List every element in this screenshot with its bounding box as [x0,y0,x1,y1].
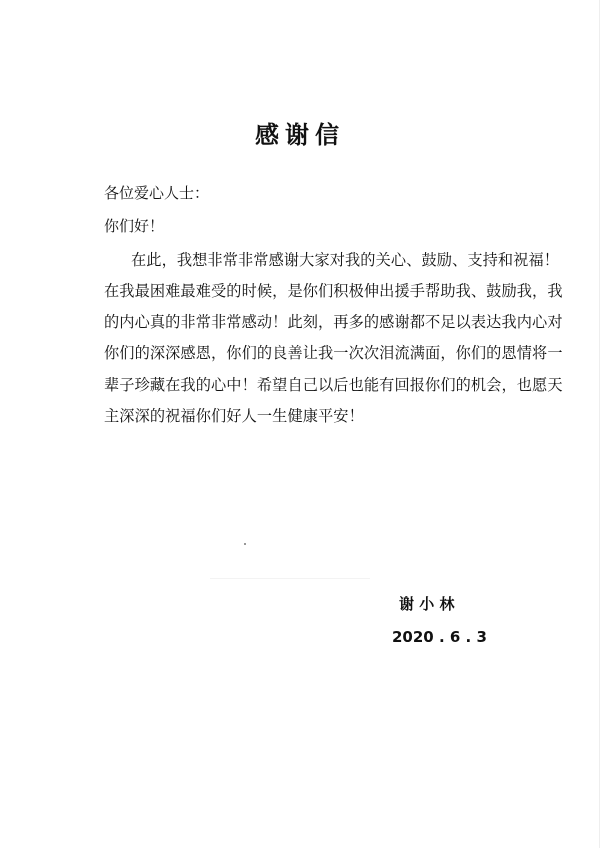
letter-title: 感谢信 [255,121,345,149]
letter-date: 2020 . 6 . 3 [392,628,487,646]
greeting: 你们好！ [104,217,165,235]
body-line: 的内心真的非常非常感动！此刻，再多的感谢都不足以表达我内心对 [104,313,563,331]
body-line: 在我最困难最难受的时候，是你们积极伸出援手帮助我、鼓励我，我 [104,282,563,300]
body-line: 你们的深深感恩，你们的良善让我一次次泪流满面，你们的恩情将一 [104,344,563,362]
scan-speck [244,543,246,545]
scan-faint-line [210,578,370,579]
body-line: 辈子珍藏在我的心中！希望自己以后也能有回报你们的机会，也愿天 [104,376,563,394]
signer-name: 谢 小 林 [399,595,455,613]
body-line: 在此，我想非常非常感谢大家对我的关心、鼓励、支持和祝福！ [131,251,560,269]
body-line: 主深深的祝福你们好人一生健康平安！ [104,407,364,425]
salutation: 各位爱心人士： [104,184,210,202]
